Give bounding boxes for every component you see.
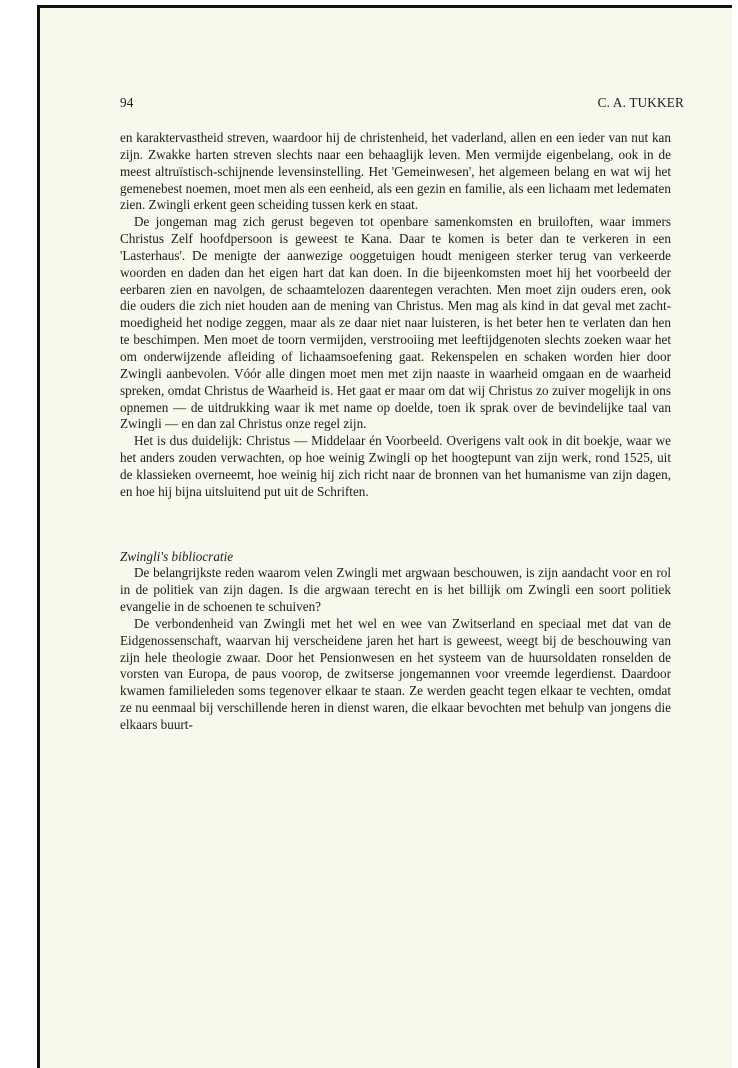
page-header <box>120 95 684 111</box>
body-text <box>120 130 671 734</box>
paragraph: De belangrijkste reden waarom velen Zwingli met argwaan beschouwen, is zijn aandacht voor en rol in de politiek van zijn dagen. Is die argwaan terecht en is het billijk om Zwingli een soort politiek evangelie in de schoenen te schuiven? <box>120 565 671 615</box>
page-number: 94 <box>120 95 134 110</box>
paragraph: De jongeman mag zich gerust begeven tot openbare samenkomsten en bruiloften, waar immers Christus Zelf hoofdpersoon is geweest te Kana. Daar te komen is beter dan te verkeren in een 'Lasterhaus'. De menigte der aanwezige ooggetuigen houdt menigeen sterker terug van verkeerde woorden en daden dan het eigen hart dat kan doen. In die bijeenkomsten moet hij het voorbeeld der eerbaren zien en navolgen, de schaamtelozen daarentegen verachten. Men moet zijn ouders eren, ook die ouders die zich niet houden aan de mening van Christus. Men mag als kind in dat geval met zacht-moedigheid het nodige zeggen, maar als ze daar niet naar luisteren, is het beter hen te verlaten dan hen te beschimpen. Men moet de toorn vermijden, verstrooiing met leeftijdgenoten slechts zoeken waar het om onderwijzende afleiding of lichaamsoefening gaat. Rekenspelen en schaken worden hier door Zwingli aanbevolen. Vóór alle dingen moet men met zijn naaste in waarheid omgaan en de waarheid spreken, omdat Christus de Waarheid is. Het gaat er maar om dat wij Christus zo zuiver mogelijk in ons opnemen — de uitdrukking waar ik met name op doelde, toen ik sprak over de bevindelijke taal van Zwingli — en dan zal Christus onze regel zijn. <box>120 214 671 432</box>
paragraph: en karaktervastheid streven, waardoor hij de christenheid, het vaderland, allen en een ieder van nut kan zijn. Zwakke harten streven slechts naar een behaaglijk leven. Men vermijde eigenbelang, ook in de meest altruïstisch-schijnende levensinstelling. Het 'Gemeinwesen', het algemeen belang en wat wij het gemenebest noemen, moet men als een eenheid, als een gezin en familie, als een lichaam met ledematen zien. Zwingli erkent geen scheiding tussen kerk en staat. <box>120 130 671 213</box>
book-page <box>37 5 732 1068</box>
paragraph: De verbondenheid van Zwingli met het wel en wee van Zwitserland en speciaal met dat van de Eidgenossenschaft, waarvan hij verscheidene jaren het hart is geweest, weegt bij de beschouwing van zijn hele theologie zwaar. Door het Pensionwesen en het systeem van de huursoldaten ronselden de vorsten van Europa, de paus voorop, de zwitserse jongemannen voor vreemde legerdienst. Daardoor kwamen familieleden soms tegenover elkaar te staan. Ze werden geacht tegen elkaar te vechten, omdat ze nu eenmaal bij verschillende heren in dienst waren, die elkaar bevochten met behulp van jongens die elkaars buurt- <box>120 615 671 732</box>
running-head: C. A. TUKKER <box>597 95 684 110</box>
section-heading: Zwingli's bibliocratie <box>120 548 234 564</box>
paragraph: Het is dus duidelijk: Christus — Middelaar én Voorbeeld. Overigens valt ook in dit boekje, waar we het anders zouden verwachten, op hoe weinig Zwingli op het hoogtepunt van zijn werk, rond 1525, uit de klassieken overneemt, hoe weinig hij zich richt naar de bronnen van het humanisme van zijn dagen, en hoe hij bijna uitsluitend put uit de Schriften. <box>120 433 671 499</box>
